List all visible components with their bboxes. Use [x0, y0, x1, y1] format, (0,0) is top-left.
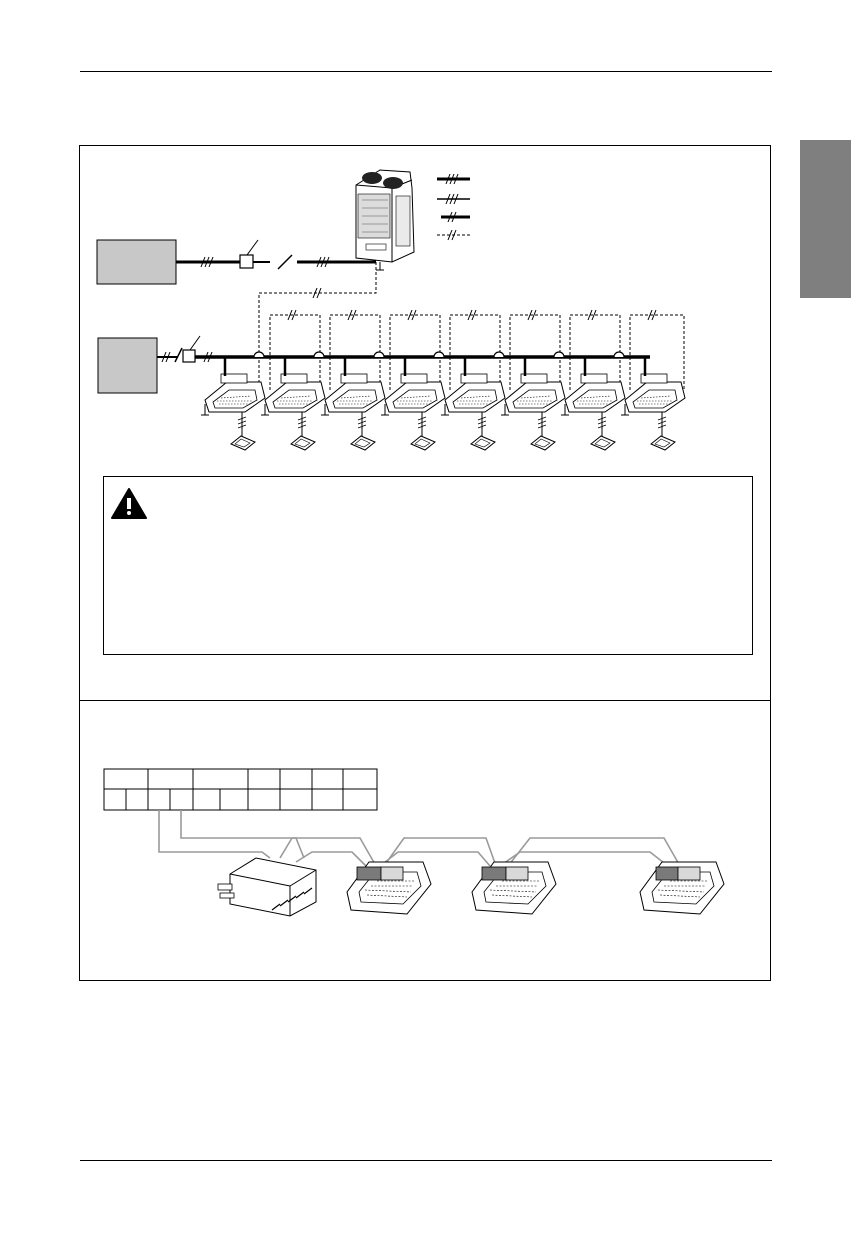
outdoor-unit	[356, 170, 414, 270]
outdoor-power-supply	[97, 240, 376, 284]
outdoor-comm-line	[259, 262, 376, 360]
cassette-unit-3	[640, 862, 724, 914]
cassette-unit-2	[472, 862, 556, 914]
remote-controllers	[231, 436, 675, 450]
terminal-block	[104, 769, 377, 810]
central-controller	[218, 858, 316, 916]
comm-wires	[159, 810, 680, 866]
line-legend	[437, 174, 470, 240]
warning-triangle-icon	[112, 489, 146, 518]
cassette-unit-1	[347, 862, 431, 914]
power-drops	[225, 357, 645, 376]
